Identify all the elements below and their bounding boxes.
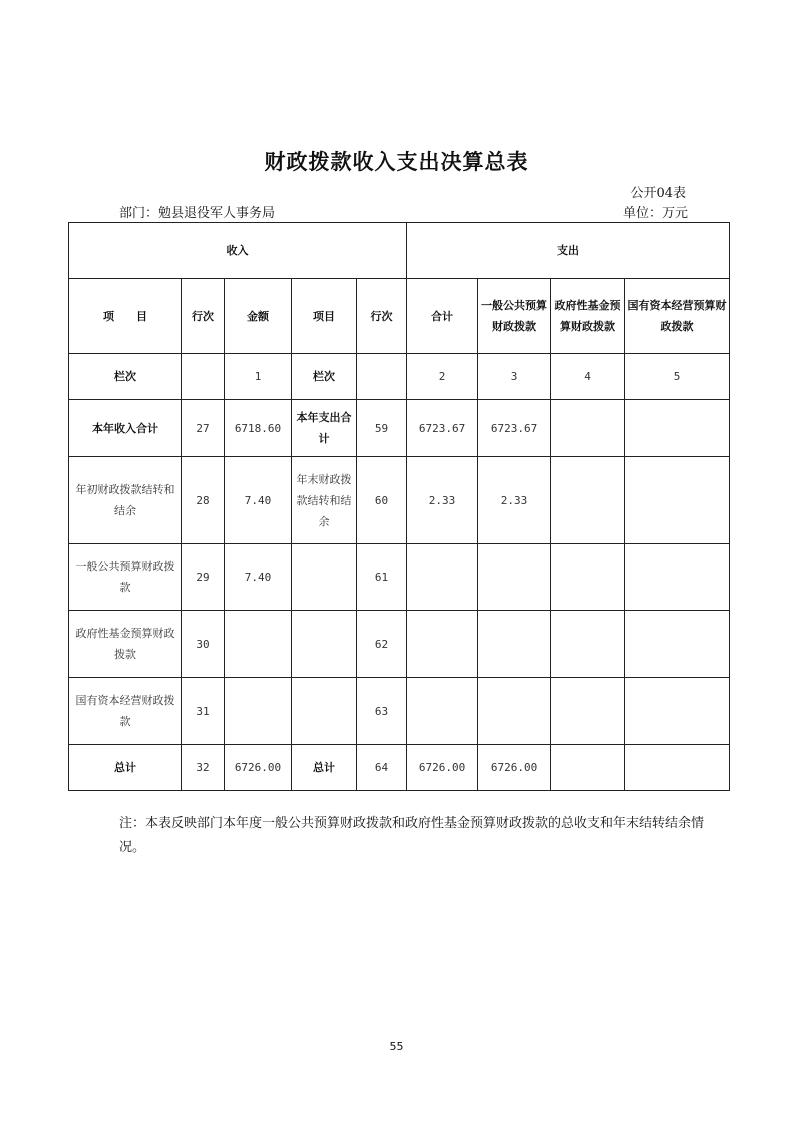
income-item: 国有资本经营财政拨款 [69, 678, 182, 745]
total-header: 合计 [407, 279, 478, 354]
expense-line: 61 [357, 544, 407, 611]
table-row-total [69, 745, 730, 791]
expense-total [407, 544, 478, 611]
general-budget-header: 一般公共预算财政拨款 [478, 279, 551, 354]
expense-gov-fund [551, 457, 625, 544]
column-header-row [69, 279, 730, 354]
income-amount: 6726.00 [225, 745, 292, 791]
expense-state-capital [625, 457, 730, 544]
expense-total [407, 678, 478, 745]
table-row [69, 544, 730, 611]
income-line: 30 [182, 611, 225, 678]
income-amount: 6718.60 [225, 400, 292, 457]
item2-header: 项目 [292, 279, 357, 354]
page-title: 财政拨款收入支出决算总表 [264, 150, 529, 174]
amount-header: 金额 [225, 279, 292, 354]
expense-general: 6723.67 [478, 400, 551, 457]
table-row [69, 400, 730, 457]
expense-line: 59 [357, 400, 407, 457]
expense-item [292, 678, 357, 745]
unit-label: 单位：万元 [622, 206, 688, 221]
state-capital-header: 国有资本经营预算财政拨款 [625, 279, 730, 354]
column-line-empty [182, 354, 225, 400]
expense-gov-fund [551, 400, 625, 457]
expense-total: 6723.67 [407, 400, 478, 457]
income-item: 政府性基金预算财政拨款 [69, 611, 182, 678]
column-total-no: 2 [407, 354, 478, 400]
income-item: 总计 [69, 745, 182, 791]
expense-header: 支出 [407, 223, 730, 279]
expense-state-capital [625, 400, 730, 457]
table-row [69, 678, 730, 745]
expense-general: 6726.00 [478, 745, 551, 791]
budget-summary-table [68, 222, 730, 791]
column-amount-no: 1 [225, 354, 292, 400]
expense-state-capital [625, 745, 730, 791]
expense-line: 60 [357, 457, 407, 544]
income-item: 本年收入合计 [69, 400, 182, 457]
income-line: 28 [182, 457, 225, 544]
footnote: 注：本表反映部门本年度一般公共预算财政拨款和政府性基金预算财政拨款的总收支和年末结转结余情况。 [119, 816, 705, 855]
gov-fund-header: 政府性基金预算财政拨款 [551, 279, 625, 354]
column-gov-fund-no: 4 [551, 354, 625, 400]
income-line: 29 [182, 544, 225, 611]
income-amount: 7.40 [225, 457, 292, 544]
expense-gov-fund [551, 544, 625, 611]
income-amount: 7.40 [225, 544, 292, 611]
expense-general [478, 544, 551, 611]
expense-line: 62 [357, 611, 407, 678]
expense-line: 64 [357, 745, 407, 791]
item-header: 项 目 [69, 279, 182, 354]
form-number: 公开04表 [630, 186, 686, 201]
column-line2-empty [357, 354, 407, 400]
income-line: 32 [182, 745, 225, 791]
expense-item [292, 611, 357, 678]
income-item: 年初财政拨款结转和结余 [69, 457, 182, 544]
line2-header: 行次 [357, 279, 407, 354]
expense-total [407, 611, 478, 678]
expense-total: 2.33 [407, 457, 478, 544]
table-row [69, 457, 730, 544]
income-line: 27 [182, 400, 225, 457]
income-line: 31 [182, 678, 225, 745]
expense-gov-fund [551, 611, 625, 678]
expense-general: 2.33 [478, 457, 551, 544]
expense-state-capital [625, 544, 730, 611]
income-item: 一般公共预算财政拨款 [69, 544, 182, 611]
income-amount [225, 611, 292, 678]
expense-state-capital [625, 611, 730, 678]
department-label: 部门：勉县退役军人事务局 [119, 206, 276, 221]
column-state-capital-no: 5 [625, 354, 730, 400]
expense-item [292, 544, 357, 611]
expense-state-capital [625, 678, 730, 745]
expense-item: 年末财政拨款结转和结余 [292, 457, 357, 544]
line-header: 行次 [182, 279, 225, 354]
column-number-row [69, 354, 730, 400]
expense-item: 本年支出合计 [292, 400, 357, 457]
table-row [69, 611, 730, 678]
column-label2: 栏次 [292, 354, 357, 400]
section-header-row [69, 223, 730, 279]
column-general-no: 3 [478, 354, 551, 400]
expense-line: 63 [357, 678, 407, 745]
page-number: 55 [389, 1040, 404, 1053]
expense-gov-fund [551, 678, 625, 745]
income-header: 收入 [69, 223, 407, 279]
column-label: 栏次 [69, 354, 182, 400]
expense-general [478, 678, 551, 745]
expense-gov-fund [551, 745, 625, 791]
expense-general [478, 611, 551, 678]
expense-item: 总计 [292, 745, 357, 791]
income-amount [225, 678, 292, 745]
expense-total: 6726.00 [407, 745, 478, 791]
